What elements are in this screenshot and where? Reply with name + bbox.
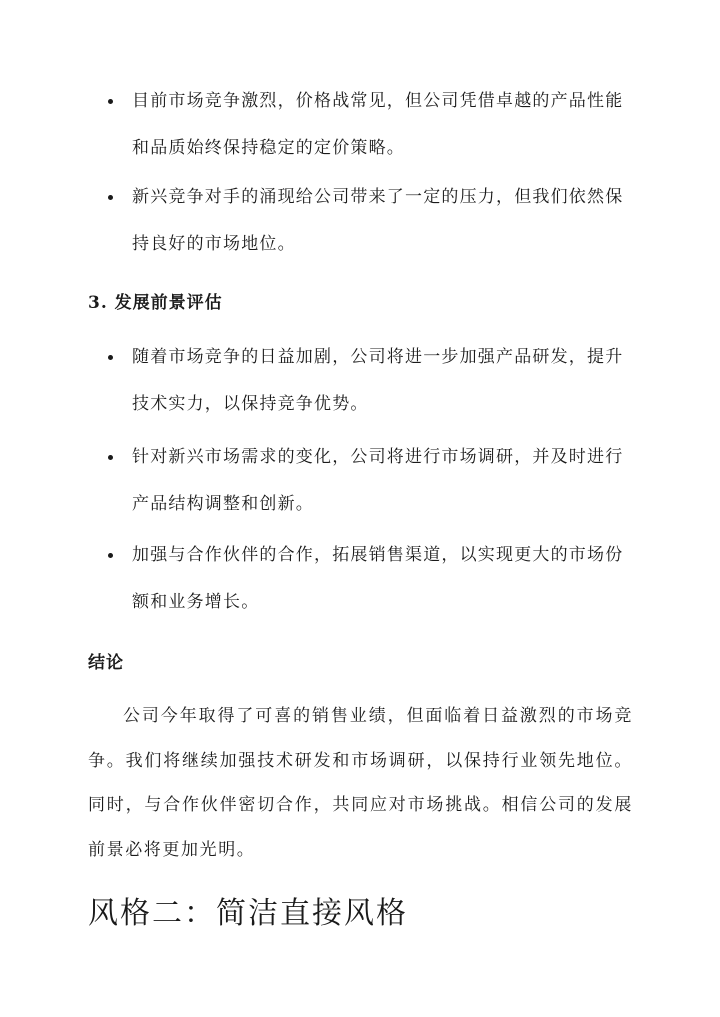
bullet-icon	[108, 455, 113, 460]
bullet-text: 目前市场竞争激烈，价格战常见，但公司凭借卓越的产品性能和品质始终保持稳定的定价策略。	[132, 91, 624, 158]
list-item	[108, 532, 628, 626]
list-item	[108, 334, 628, 428]
list-item	[108, 174, 628, 268]
style-two-title: 风格二：简洁直接风格	[88, 896, 408, 931]
bullet-text: 加强与合作伙伴的合作，拓展销售渠道，以实现更大的市场份额和业务增长。	[132, 545, 624, 612]
bullet-icon	[108, 355, 113, 360]
list-item	[108, 78, 628, 172]
conclusion-heading: 结论	[88, 653, 124, 673]
bullet-icon	[108, 99, 113, 104]
bullet-icon	[108, 195, 113, 200]
bullet-icon	[108, 553, 113, 558]
bullet-text: 随着市场竞争的日益加剧，公司将进一步加强产品研发，提升技术实力，以保持竞争优势。	[132, 347, 624, 414]
conclusion-paragraph: 公司今年取得了可喜的销售业绩，但面临着日益激烈的市场竞争。我们将继续加强技术研发和市场调研，以保持行业领先地位。同时，与合作伙伴密切合作，共同应对市场挑战。相信公司的发展前景必将更加光明。	[88, 706, 633, 860]
bullet-text: 针对新兴市场需求的变化，公司将进行市场调研，并及时进行产品结构调整和创新。	[132, 447, 624, 514]
section-heading: 3. 发展前景评估	[88, 293, 223, 313]
list-item	[108, 434, 628, 528]
bullet-text: 新兴竞争对手的涌现给公司带来了一定的压力，但我们依然保持良好的市场地位。	[132, 187, 624, 254]
